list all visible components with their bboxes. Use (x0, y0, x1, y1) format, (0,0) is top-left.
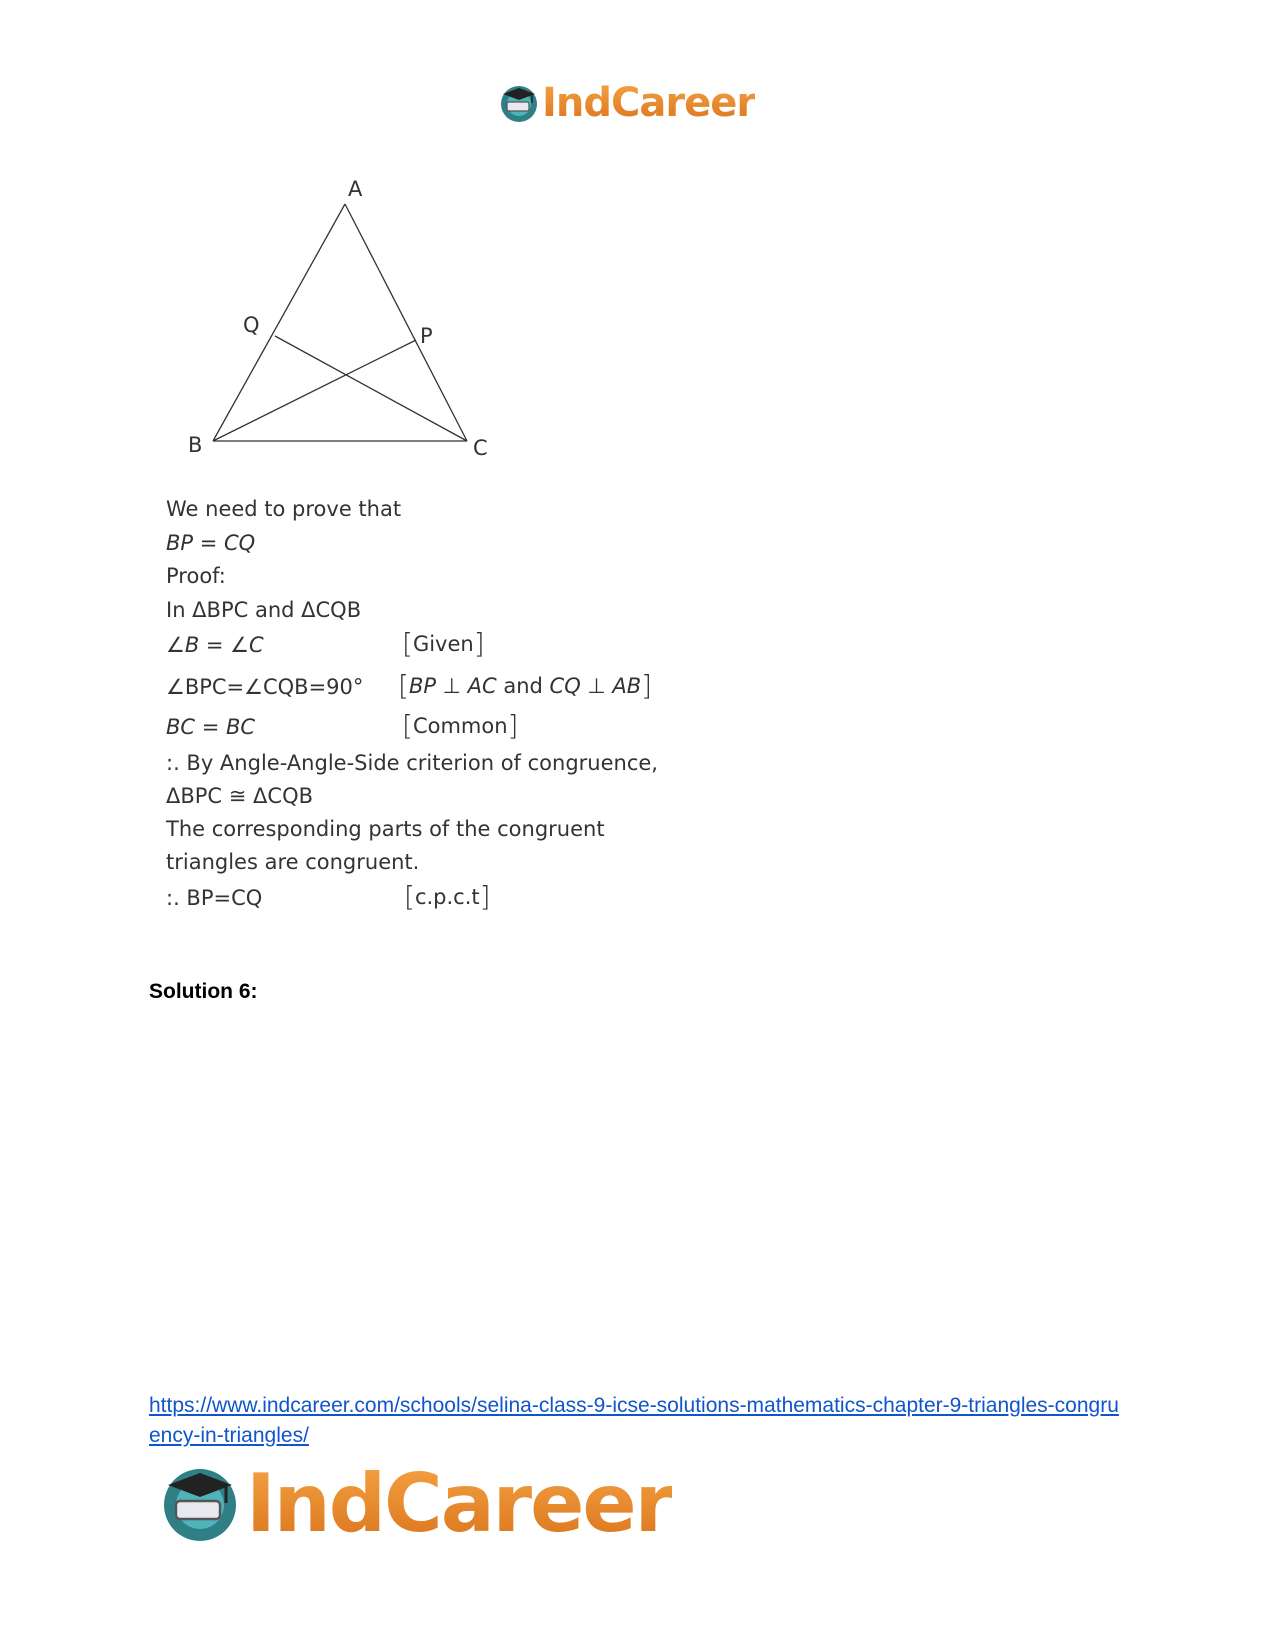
header-logo (498, 78, 755, 128)
proof-intro: We need to prove that (166, 497, 402, 521)
segment-cq (275, 336, 467, 441)
proof-label: Proof: (166, 564, 226, 588)
triangle-figure (180, 176, 520, 481)
conclusion-statement: :. BP=CQ (166, 886, 263, 910)
step1-reason-text: Given (412, 632, 474, 656)
step3-reason: [Common] (402, 709, 519, 742)
proof-cpct-line2: triangles are congruent. (166, 850, 420, 874)
source-link[interactable]: https://www.indcareer.com/schools/selina-class-9-icse-solutions-mathematics-chapter-9-triangles-congruency-in-triangles/ (149, 1394, 1119, 1447)
vertex-label-c: C (473, 436, 488, 460)
step2-reason-a: BP ⊥ AC (408, 674, 497, 698)
segment-bp (213, 340, 416, 441)
side-ab (213, 204, 345, 441)
side-ac (345, 204, 467, 441)
step3-reason-text: Common (412, 714, 508, 738)
proof-congruent: ΔBPC ≅ ΔCQB (166, 784, 314, 808)
step2-reason-and: and (496, 674, 550, 698)
footer-logo (158, 1458, 672, 1548)
solution-heading: Solution 6: (149, 980, 258, 1003)
proof-goal: BP = CQ (166, 531, 256, 555)
logo-wordmark: IndCareer (542, 80, 756, 126)
proof-cpct-line1: The corresponding parts of the congruent (166, 817, 605, 841)
graduation-globe-icon (498, 82, 540, 124)
step3-statement: BC = BC (166, 715, 256, 739)
conclusion-reason: [c.p.c.t] (404, 880, 491, 913)
vertex-label-a: A (348, 177, 363, 201)
logo-wordmark: IndCareer (246, 1456, 673, 1550)
proof-in-triangles: In ΔBPC and ΔCQB (166, 598, 362, 622)
step1-statement: ∠B = ∠C (166, 633, 264, 657)
step2-reason: [BP ⊥ AC and CQ ⊥ AB] (398, 669, 653, 702)
vertex-label-q: Q (243, 313, 260, 337)
vertex-label-p: P (420, 324, 433, 348)
proof-criterion: :. By Angle-Angle-Side criterion of congruence, (166, 751, 658, 775)
conclusion-reason-text: c.p.c.t (414, 885, 480, 909)
graduation-globe-icon (158, 1461, 242, 1545)
step2-reason-b: CQ ⊥ AB (549, 674, 642, 698)
vertex-label-b: B (188, 433, 203, 457)
step2-statement: ∠BPC=∠CQB=90° (166, 675, 364, 699)
step1-reason: [Given] (402, 627, 485, 660)
